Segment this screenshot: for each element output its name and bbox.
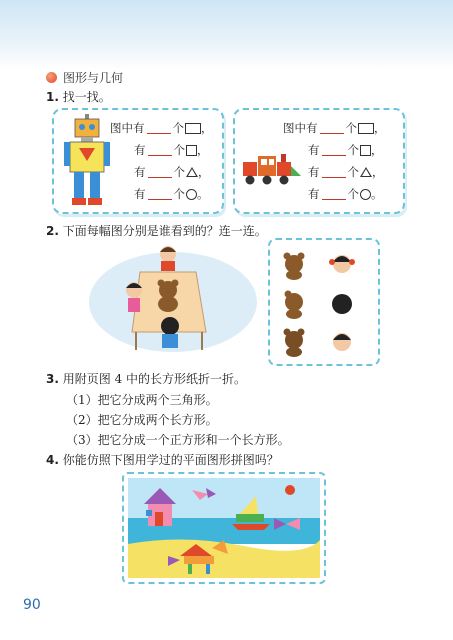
question-text: 下面每幅图分别是谁看到的？连一连。	[62, 224, 267, 238]
page-number: 90	[23, 597, 41, 613]
header-band	[0, 0, 453, 70]
answer-blank[interactable]	[322, 145, 346, 156]
count-line-circle	[134, 186, 209, 202]
count-line-square	[308, 142, 383, 158]
square-icon	[186, 145, 197, 156]
bullet-dot-icon	[46, 72, 57, 83]
find-shapes-card-train	[233, 108, 405, 214]
table-scene-illustration	[88, 240, 258, 360]
punct: 。	[197, 187, 209, 201]
count-line-triangle	[134, 164, 210, 180]
find-shapes-card-robot	[52, 108, 224, 214]
robot-illustration	[64, 114, 110, 208]
q3-item-1: （1）把它分成两个三角形。	[66, 393, 218, 407]
circle-icon	[186, 189, 197, 200]
prefix: 有	[134, 143, 146, 157]
count-line-rectangle	[110, 120, 213, 136]
shape-picture-illustration	[124, 474, 324, 582]
rectangle-icon	[185, 123, 201, 134]
punct: ，	[198, 165, 210, 179]
circle-icon	[360, 189, 371, 200]
section-title: 图形与几何	[63, 71, 124, 85]
section-heading	[46, 69, 123, 86]
punct: 。	[371, 187, 383, 201]
prefix: 图中有	[110, 121, 145, 135]
q3-item-2: （2）把它分成两个长方形。	[66, 413, 218, 427]
question-number: 4.	[46, 453, 59, 467]
question-3	[46, 370, 246, 387]
unit: 个	[347, 143, 359, 157]
question-1	[46, 88, 111, 105]
question-number: 2.	[46, 224, 59, 238]
shape-picture-frame	[122, 472, 326, 584]
unit: 个	[345, 121, 357, 135]
question-2	[46, 222, 267, 239]
count-line-circle	[308, 186, 383, 202]
unit: 个	[172, 121, 184, 135]
unit: 个	[173, 165, 185, 179]
answer-blank[interactable]	[148, 145, 172, 156]
question-text: 找一找。	[62, 90, 111, 104]
triangle-icon	[186, 167, 198, 177]
square-icon	[360, 145, 371, 156]
prefix: 有	[134, 187, 146, 201]
unit: 个	[173, 143, 185, 157]
prefix: 有	[308, 187, 320, 201]
q3-item-3: （3）把它分成一个正方形和一个长方形。	[66, 433, 290, 447]
count-line-triangle	[308, 164, 384, 180]
answer-blank[interactable]	[148, 167, 172, 178]
unit: 个	[173, 187, 185, 201]
triangle-icon	[360, 167, 372, 177]
train-illustration	[241, 150, 303, 186]
view-options-illustration	[276, 244, 372, 360]
unit: 个	[347, 187, 359, 201]
prefix: 有	[134, 165, 146, 179]
prefix: 有	[308, 165, 320, 179]
prefix: 有	[308, 143, 320, 157]
question-number: 1.	[46, 90, 59, 104]
rectangle-icon	[358, 123, 374, 134]
answer-blank[interactable]	[147, 123, 171, 134]
question-text: 你能仿照下图用学过的平面图形拼图吗？	[62, 453, 279, 467]
punct: ，	[197, 143, 209, 157]
answer-blank[interactable]	[320, 123, 344, 134]
question-text: 用附页图 4 中的长方形纸折一折。	[62, 372, 247, 386]
answer-blank[interactable]	[322, 189, 346, 200]
question-4	[46, 451, 279, 468]
punct: ，	[374, 121, 386, 135]
count-line-square	[134, 142, 209, 158]
punct: ，	[371, 143, 383, 157]
answer-blank[interactable]	[148, 189, 172, 200]
views-grid	[268, 238, 380, 366]
count-line-rectangle	[283, 120, 386, 136]
unit: 个	[347, 165, 359, 179]
prefix: 图中有	[283, 121, 318, 135]
punct: ，	[201, 121, 213, 135]
question-number: 3.	[46, 372, 59, 386]
punct: ，	[372, 165, 384, 179]
answer-blank[interactable]	[322, 167, 346, 178]
